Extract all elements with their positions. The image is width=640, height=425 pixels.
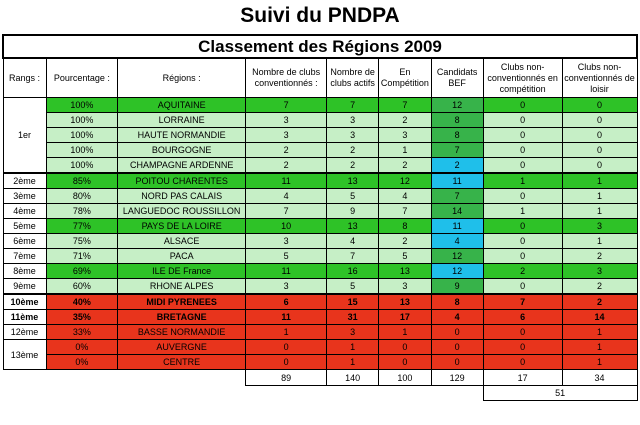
actifs-cell: 3 [327, 325, 379, 340]
region-cell: BASSE NORMANDIE [118, 325, 246, 340]
actifs-cell: 1 [327, 355, 379, 370]
actifs-cell: 3 [327, 113, 379, 128]
nc-loisir-cell: 0 [562, 98, 637, 113]
percentage-cell: 77% [46, 219, 118, 234]
rank-cell: 7ème [3, 249, 46, 264]
bef-cell: 0 [431, 340, 483, 355]
percentage-cell: 71% [46, 249, 118, 264]
nc-comp-cell: 2 [483, 264, 562, 279]
nc-loisir-cell: 3 [562, 264, 637, 279]
nc-loisir-cell: 0 [562, 158, 637, 174]
conv-cell: 6 [246, 294, 327, 310]
table-row [3, 310, 637, 325]
comp-cell: 8 [379, 219, 431, 234]
bef-cell: 4 [431, 234, 483, 249]
conv-cell: 0 [246, 340, 327, 355]
nc-loisir-cell: 0 [562, 113, 637, 128]
percentage-cell: 78% [46, 204, 118, 219]
nc-comp-cell: 0 [483, 325, 562, 340]
nc-comp-cell: 0 [483, 355, 562, 370]
nc-loisir-cell: 1 [562, 189, 637, 204]
rank-cell: 13ème [3, 340, 46, 370]
nc-comp-cell: 0 [483, 249, 562, 264]
table-row [3, 128, 637, 143]
column-header: Pourcentage : [46, 58, 118, 98]
table-row [3, 219, 637, 234]
comp-cell: 5 [379, 249, 431, 264]
region-cell: MIDI PYRENEES [118, 294, 246, 310]
region-cell: HAUTE NORMANDIE [118, 128, 246, 143]
conv-cell: 3 [246, 234, 327, 249]
comp-cell: 0 [379, 355, 431, 370]
bef-cell: 11 [431, 173, 483, 189]
actifs-cell: 2 [327, 158, 379, 174]
table-row [3, 98, 637, 113]
percentage-cell: 100% [46, 113, 118, 128]
percentage-cell: 75% [46, 234, 118, 249]
total-comp: 100 [379, 370, 431, 386]
rank-cell: 4ème [3, 204, 46, 219]
rank-cell: 10ème [3, 294, 46, 310]
conv-cell: 3 [246, 128, 327, 143]
table-row [3, 279, 637, 295]
nc-loisir-cell: 1 [562, 340, 637, 355]
nc-loisir-cell: 14 [562, 310, 637, 325]
percentage-cell: 0% [46, 355, 118, 370]
blank-cell [3, 370, 246, 386]
column-header: Clubs non-conventionnés de loisir [562, 58, 637, 98]
percentage-cell: 100% [46, 143, 118, 158]
actifs-cell: 16 [327, 264, 379, 279]
table-row [3, 355, 637, 370]
nc-loisir-cell: 2 [562, 294, 637, 310]
actifs-cell: 15 [327, 294, 379, 310]
table-row [3, 173, 637, 189]
conv-cell: 11 [246, 264, 327, 279]
actifs-cell: 13 [327, 219, 379, 234]
region-cell: PACA [118, 249, 246, 264]
actifs-cell: 1 [327, 340, 379, 355]
bef-cell: 12 [431, 98, 483, 113]
nc-comp-cell: 1 [483, 173, 562, 189]
conv-cell: 2 [246, 158, 327, 174]
actifs-cell: 7 [327, 249, 379, 264]
bef-cell: 0 [431, 355, 483, 370]
actifs-cell: 13 [327, 173, 379, 189]
header-row [3, 58, 637, 98]
region-cell: LANGUEDOC ROUSSILLON [118, 204, 246, 219]
region-cell: NORD PAS CALAIS [118, 189, 246, 204]
comp-cell: 3 [379, 128, 431, 143]
comp-cell: 12 [379, 173, 431, 189]
totals-row [3, 370, 637, 386]
rank-cell: 2ème [3, 173, 46, 189]
bef-cell: 8 [431, 128, 483, 143]
table-row [3, 249, 637, 264]
nc-comp-cell: 0 [483, 143, 562, 158]
bef-cell: 7 [431, 189, 483, 204]
nc-comp-cell: 0 [483, 219, 562, 234]
table-row [3, 325, 637, 340]
nc-loisir-cell: 1 [562, 325, 637, 340]
nc-comp-cell: 1 [483, 204, 562, 219]
nc-loisir-cell: 0 [562, 143, 637, 158]
rank-cell: 1er [3, 98, 46, 174]
conv-cell: 3 [246, 279, 327, 295]
page-title: Suivi du PNDPA [240, 4, 400, 27]
table-row [3, 113, 637, 128]
rank-cell: 5ème [3, 219, 46, 234]
table-row [3, 143, 637, 158]
nc-comp-cell: 7 [483, 294, 562, 310]
nc-comp-cell: 0 [483, 189, 562, 204]
total-actifs: 140 [327, 370, 379, 386]
percentage-cell: 35% [46, 310, 118, 325]
bef-cell: 8 [431, 294, 483, 310]
percentage-cell: 80% [46, 189, 118, 204]
total-bef: 129 [431, 370, 483, 386]
column-header: Nombre de clubs conventionnés : [246, 58, 327, 98]
table-row [3, 189, 637, 204]
table-row [3, 204, 637, 219]
table-row [3, 234, 637, 249]
percentage-cell: 60% [46, 279, 118, 295]
comp-cell: 7 [379, 204, 431, 219]
comp-cell: 2 [379, 234, 431, 249]
comp-cell: 2 [379, 113, 431, 128]
region-cell: CENTRE [118, 355, 246, 370]
rank-cell: 8ème [3, 264, 46, 279]
conv-cell: 3 [246, 113, 327, 128]
grand-total-row [3, 386, 637, 401]
percentage-cell: 85% [46, 173, 118, 189]
bef-cell: 12 [431, 264, 483, 279]
percentage-cell: 69% [46, 264, 118, 279]
bef-cell: 7 [431, 143, 483, 158]
region-cell: ILE DE France [118, 264, 246, 279]
rank-cell: 3ème [3, 189, 46, 204]
conv-cell: 0 [246, 355, 327, 370]
column-header: Rangs : [3, 58, 46, 98]
comp-cell: 17 [379, 310, 431, 325]
nc-comp-cell: 0 [483, 113, 562, 128]
region-cell: PAYS DE LA LOIRE [118, 219, 246, 234]
nc-comp-cell: 6 [483, 310, 562, 325]
column-header: Candidats BEF [431, 58, 483, 98]
region-cell: AUVERGNE [118, 340, 246, 355]
bef-cell: 8 [431, 113, 483, 128]
nc-loisir-cell: 1 [562, 355, 637, 370]
percentage-cell: 100% [46, 128, 118, 143]
comp-cell: 4 [379, 189, 431, 204]
region-cell: POITOU CHARENTES [118, 173, 246, 189]
conv-cell: 2 [246, 143, 327, 158]
bef-cell: 11 [431, 219, 483, 234]
actifs-cell: 5 [327, 279, 379, 295]
total-conv: 89 [246, 370, 327, 386]
comp-cell: 13 [379, 294, 431, 310]
percentage-cell: 33% [46, 325, 118, 340]
column-header: Nombre de clubs actifs [327, 58, 379, 98]
bef-cell: 0 [431, 325, 483, 340]
actifs-cell: 7 [327, 98, 379, 113]
region-cell: RHONE ALPES [118, 279, 246, 295]
region-cell: CHAMPAGNE ARDENNE [118, 158, 246, 174]
nc-comp-cell: 0 [483, 340, 562, 355]
actifs-cell: 2 [327, 143, 379, 158]
nc-comp-cell: 0 [483, 98, 562, 113]
column-header: En Compétition [379, 58, 431, 98]
table-row [3, 340, 637, 355]
nc-comp-cell: 0 [483, 128, 562, 143]
conv-cell: 7 [246, 204, 327, 219]
comp-cell: 1 [379, 143, 431, 158]
percentage-cell: 100% [46, 158, 118, 174]
bef-cell: 12 [431, 249, 483, 264]
nc-comp-cell: 0 [483, 234, 562, 249]
rank-cell: 11ème [3, 310, 46, 325]
column-header: Régions : [118, 58, 246, 98]
regions-ranking-table [2, 34, 638, 401]
rank-cell: 6ème [3, 234, 46, 249]
conv-cell: 4 [246, 189, 327, 204]
table-row [3, 264, 637, 279]
actifs-cell: 9 [327, 204, 379, 219]
bef-cell: 4 [431, 310, 483, 325]
grand-total-nc: 51 [483, 386, 637, 401]
comp-cell: 1 [379, 325, 431, 340]
conv-cell: 5 [246, 249, 327, 264]
region-cell: ALSACE [118, 234, 246, 249]
region-cell: AQUITAINE [118, 98, 246, 113]
rank-cell: 9ème [3, 279, 46, 295]
table-title: Classement des Régions 2009 [3, 35, 637, 58]
bef-cell: 9 [431, 279, 483, 295]
actifs-cell: 4 [327, 234, 379, 249]
conv-cell: 1 [246, 325, 327, 340]
percentage-cell: 40% [46, 294, 118, 310]
actifs-cell: 5 [327, 189, 379, 204]
nc-comp-cell: 0 [483, 279, 562, 295]
bef-cell: 14 [431, 204, 483, 219]
nc-comp-cell: 0 [483, 158, 562, 174]
comp-cell: 0 [379, 340, 431, 355]
column-header: Clubs non-conventionnés en compétition [483, 58, 562, 98]
nc-loisir-cell: 3 [562, 219, 637, 234]
comp-cell: 13 [379, 264, 431, 279]
percentage-cell: 0% [46, 340, 118, 355]
nc-loisir-cell: 1 [562, 234, 637, 249]
blank-cell [3, 386, 483, 401]
region-cell: BOURGOGNE [118, 143, 246, 158]
rank-cell: 12ème [3, 325, 46, 340]
table-row [3, 158, 637, 174]
conv-cell: 11 [246, 310, 327, 325]
comp-cell: 3 [379, 279, 431, 295]
total-nc-comp: 17 [483, 370, 562, 386]
nc-loisir-cell: 2 [562, 249, 637, 264]
percentage-cell: 100% [46, 98, 118, 113]
conv-cell: 7 [246, 98, 327, 113]
nc-loisir-cell: 1 [562, 173, 637, 189]
actifs-cell: 31 [327, 310, 379, 325]
actifs-cell: 3 [327, 128, 379, 143]
nc-loisir-cell: 0 [562, 128, 637, 143]
region-cell: LORRAINE [118, 113, 246, 128]
conv-cell: 10 [246, 219, 327, 234]
nc-loisir-cell: 2 [562, 279, 637, 295]
nc-loisir-cell: 1 [562, 204, 637, 219]
table-row [3, 294, 637, 310]
comp-cell: 7 [379, 98, 431, 113]
total-nc-loisir: 34 [562, 370, 637, 386]
comp-cell: 2 [379, 158, 431, 174]
conv-cell: 11 [246, 173, 327, 189]
bef-cell: 2 [431, 158, 483, 174]
region-cell: BRETAGNE [118, 310, 246, 325]
